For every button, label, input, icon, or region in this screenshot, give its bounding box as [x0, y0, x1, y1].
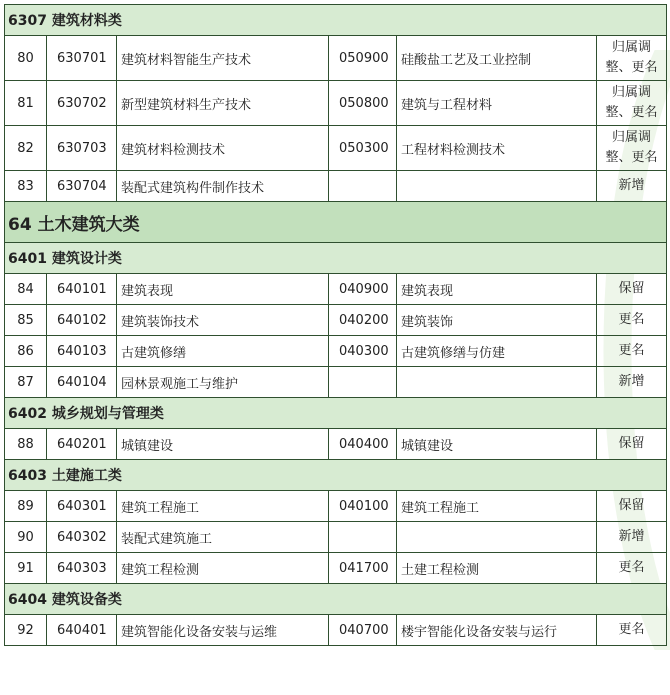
row-number-cell: 90 — [5, 522, 47, 553]
row-number-cell: 91 — [5, 553, 47, 584]
major-name-cell: 建筑装饰技术 — [117, 305, 329, 336]
major-name-cell: 新型建筑材料生产技术 — [117, 81, 329, 126]
row-number-cell: 81 — [5, 81, 47, 126]
major-code-cell: 640102 — [47, 305, 117, 336]
table-row — [5, 81, 667, 126]
major-code-cell: 640103 — [47, 336, 117, 367]
old-code-cell — [329, 522, 397, 553]
category-title: 6307 建筑材料类 — [5, 5, 667, 36]
old-code-cell: 040300 — [329, 336, 397, 367]
old-code-cell: 050300 — [329, 126, 397, 171]
table-row — [5, 615, 667, 646]
table-row — [5, 274, 667, 305]
table-row — [5, 305, 667, 336]
row-number-cell: 88 — [5, 429, 47, 460]
major-name-cell: 建筑工程检测 — [117, 553, 329, 584]
major-code-cell: 640201 — [47, 429, 117, 460]
category-row — [5, 460, 667, 491]
old-code-cell — [329, 171, 397, 202]
major-code-cell: 630703 — [47, 126, 117, 171]
old-code-cell: 050800 — [329, 81, 397, 126]
table-row — [5, 336, 667, 367]
old-code-cell: 050900 — [329, 36, 397, 81]
major-code-cell: 630704 — [47, 171, 117, 202]
old-code-cell: 040200 — [329, 305, 397, 336]
major-category-row — [5, 202, 667, 243]
major-name-cell: 古建筑修缮 — [117, 336, 329, 367]
major-name-cell: 建筑表现 — [117, 274, 329, 305]
note-cell: 更名 — [597, 615, 667, 646]
category-title: 6403 土建施工类 — [5, 460, 667, 491]
major-code-cell: 630702 — [47, 81, 117, 126]
note-cell: 保留 — [597, 274, 667, 305]
major-code-cell: 640104 — [47, 367, 117, 398]
category-title: 6401 建筑设计类 — [5, 243, 667, 274]
major-name-cell: 建筑材料检测技术 — [117, 126, 329, 171]
category-title: 6402 城乡规划与管理类 — [5, 398, 667, 429]
old-name-cell: 土建工程检测 — [397, 553, 597, 584]
table-row — [5, 126, 667, 171]
old-name-cell — [397, 171, 597, 202]
row-number-cell: 82 — [5, 126, 47, 171]
note-cell: 新增 — [597, 171, 667, 202]
note-cell: 新增 — [597, 367, 667, 398]
category-row — [5, 398, 667, 429]
category-title: 6404 建筑设备类 — [5, 584, 667, 615]
row-number-cell: 89 — [5, 491, 47, 522]
old-code-cell: 040100 — [329, 491, 397, 522]
table-row — [5, 429, 667, 460]
note-cell: 归属调整、更名 — [597, 81, 667, 126]
old-name-cell: 古建筑修缮与仿建 — [397, 336, 597, 367]
old-name-cell: 建筑表现 — [397, 274, 597, 305]
major-code-cell: 630701 — [47, 36, 117, 81]
row-number-cell: 80 — [5, 36, 47, 81]
major-name-cell: 城镇建设 — [117, 429, 329, 460]
row-number-cell: 92 — [5, 615, 47, 646]
old-code-cell: 040900 — [329, 274, 397, 305]
old-name-cell: 建筑与工程材料 — [397, 81, 597, 126]
old-name-cell — [397, 522, 597, 553]
note-cell: 更名 — [597, 553, 667, 584]
note-cell: 归属调整、更名 — [597, 126, 667, 171]
category-row — [5, 584, 667, 615]
note-cell: 更名 — [597, 336, 667, 367]
old-name-cell: 硅酸盐工艺及工业控制 — [397, 36, 597, 81]
old-name-cell: 建筑装饰 — [397, 305, 597, 336]
specialty-catalog-table — [4, 4, 667, 646]
old-code-cell — [329, 367, 397, 398]
major-name-cell: 装配式建筑施工 — [117, 522, 329, 553]
note-cell: 保留 — [597, 491, 667, 522]
major-name-cell: 园林景观施工与维护 — [117, 367, 329, 398]
table-body — [5, 5, 667, 646]
old-name-cell: 建筑工程施工 — [397, 491, 597, 522]
table-row — [5, 171, 667, 202]
major-name-cell: 建筑智能化设备安装与运维 — [117, 615, 329, 646]
old-code-cell: 040700 — [329, 615, 397, 646]
major-code-cell: 640301 — [47, 491, 117, 522]
major-code-cell: 640101 — [47, 274, 117, 305]
old-name-cell: 工程材料检测技术 — [397, 126, 597, 171]
old-code-cell: 041700 — [329, 553, 397, 584]
note-cell: 新增 — [597, 522, 667, 553]
table-row — [5, 491, 667, 522]
table-row — [5, 522, 667, 553]
row-number-cell: 86 — [5, 336, 47, 367]
note-cell: 更名 — [597, 305, 667, 336]
row-number-cell: 84 — [5, 274, 47, 305]
note-cell: 归属调整、更名 — [597, 36, 667, 81]
category-row — [5, 243, 667, 274]
old-name-cell — [397, 367, 597, 398]
table-row — [5, 553, 667, 584]
category-row — [5, 5, 667, 36]
row-number-cell: 85 — [5, 305, 47, 336]
note-cell: 保留 — [597, 429, 667, 460]
row-number-cell: 87 — [5, 367, 47, 398]
table-row — [5, 36, 667, 81]
major-name-cell: 建筑工程施工 — [117, 491, 329, 522]
major-name-cell: 装配式建筑构件制作技术 — [117, 171, 329, 202]
major-code-cell: 640303 — [47, 553, 117, 584]
row-number-cell: 83 — [5, 171, 47, 202]
major-code-cell: 640302 — [47, 522, 117, 553]
old-code-cell: 040400 — [329, 429, 397, 460]
major-code-cell: 640401 — [47, 615, 117, 646]
major-name-cell: 建筑材料智能生产技术 — [117, 36, 329, 81]
table-row — [5, 367, 667, 398]
old-name-cell: 城镇建设 — [397, 429, 597, 460]
old-name-cell: 楼宇智能化设备安装与运行 — [397, 615, 597, 646]
major-category-title: 64 土木建筑大类 — [5, 202, 667, 243]
